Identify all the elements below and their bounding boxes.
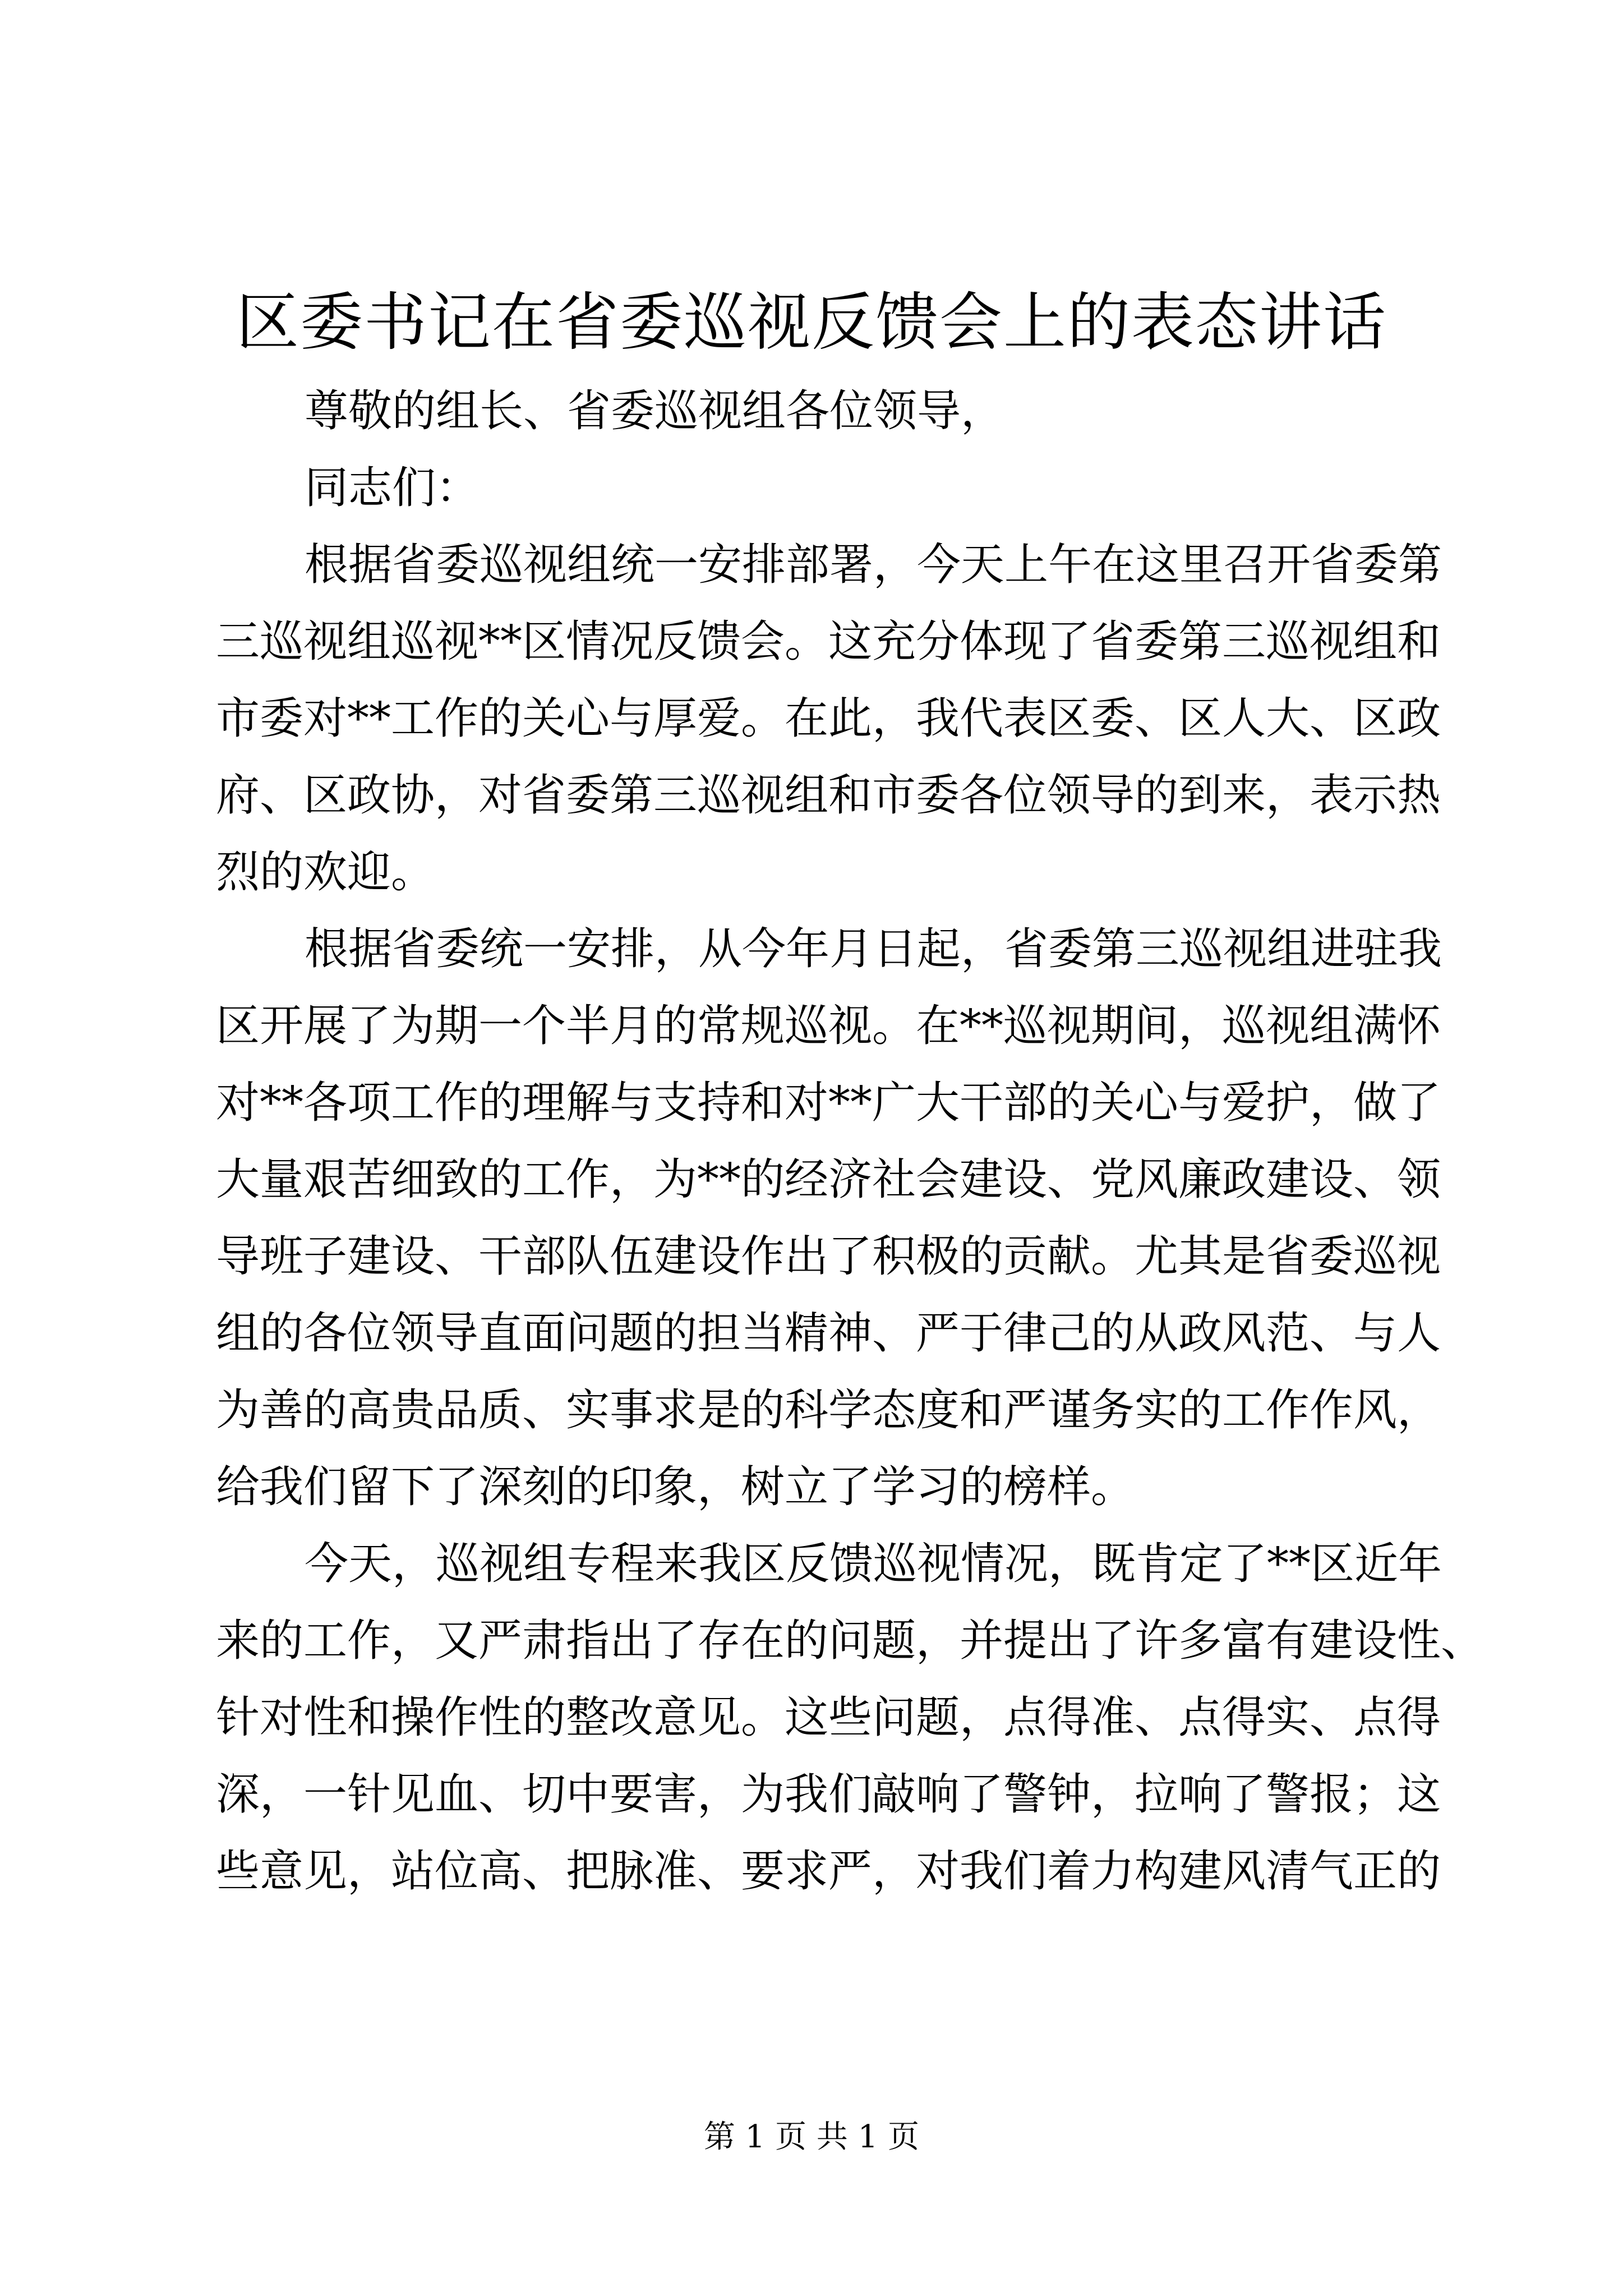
document-title: 区委书记在省委巡视反馈会上的表态讲话 <box>236 286 1387 359</box>
text-line: 深，一针见血、切中要害，为我们敲响了警钟，拉响了警报；这 <box>216 1769 1441 1820</box>
text-line: 区开展了为期一个半月的常规巡视。在**巡视期间，巡视组满怀 <box>216 1001 1441 1051</box>
page-number-footer: 第 1 页 共 1 页 <box>703 2119 920 2155</box>
text-line: 烈的欢迎。 <box>216 847 435 898</box>
text-line: 为善的高贵品质、实事求是的科学态度和严谨务实的工作作风， <box>216 1385 1441 1435</box>
text-line: 给我们留下了深刻的印象，树立了学习的榜样。 <box>216 1462 1135 1512</box>
text-line: 组的各位领导直面问题的担当精神、严于律己的从政风范、与人 <box>216 1308 1441 1359</box>
text-line: 市委对**工作的关心与厚爱。在此，我代表区委、区人大、区政 <box>216 693 1441 744</box>
text-line: 同志们： <box>305 463 480 513</box>
text-line: 针对性和操作性的整改意见。这些问题，点得准、点得实、点得 <box>216 1692 1441 1743</box>
text-line: 尊敬的组长、省委巡视组各位领导， <box>305 386 1005 436</box>
text-line: 府、区政协，对省委第三巡视组和市委各位领导的到来，表示热 <box>216 770 1441 821</box>
text-line: 根据省委巡视组统一安排部署，今天上午在这里召开省委第 <box>305 540 1442 590</box>
text-line: 导班子建设、干部队伍建设作出了积极的贡献。尤其是省委巡视 <box>216 1231 1441 1282</box>
text-line: 今天，巡视组专程来我区反馈巡视情况，既肯定了**区近年 <box>305 1539 1442 1589</box>
document-body <box>216 373 1485 1910</box>
text-line: 对**各项工作的理解与支持和对**广大干部的关心与爱护，做了 <box>216 1078 1441 1128</box>
text-line: 来的工作，又严肃指出了存在的问题，并提出了许多富有建设性、 <box>216 1616 1485 1666</box>
text-line: 根据省委统一安排，从今年月日起，省委第三巡视组进驻我 <box>305 924 1442 974</box>
text-line: 些意见，站位高、把脉准、要求严，对我们着力构建风清气正的 <box>216 1846 1441 1897</box>
text-line: 大量艰苦细致的工作，为**的经济社会建设、党风廉政建设、领 <box>216 1154 1441 1205</box>
text-line: 三巡视组巡视**区情况反馈会。这充分体现了省委第三巡视组和 <box>216 616 1441 667</box>
